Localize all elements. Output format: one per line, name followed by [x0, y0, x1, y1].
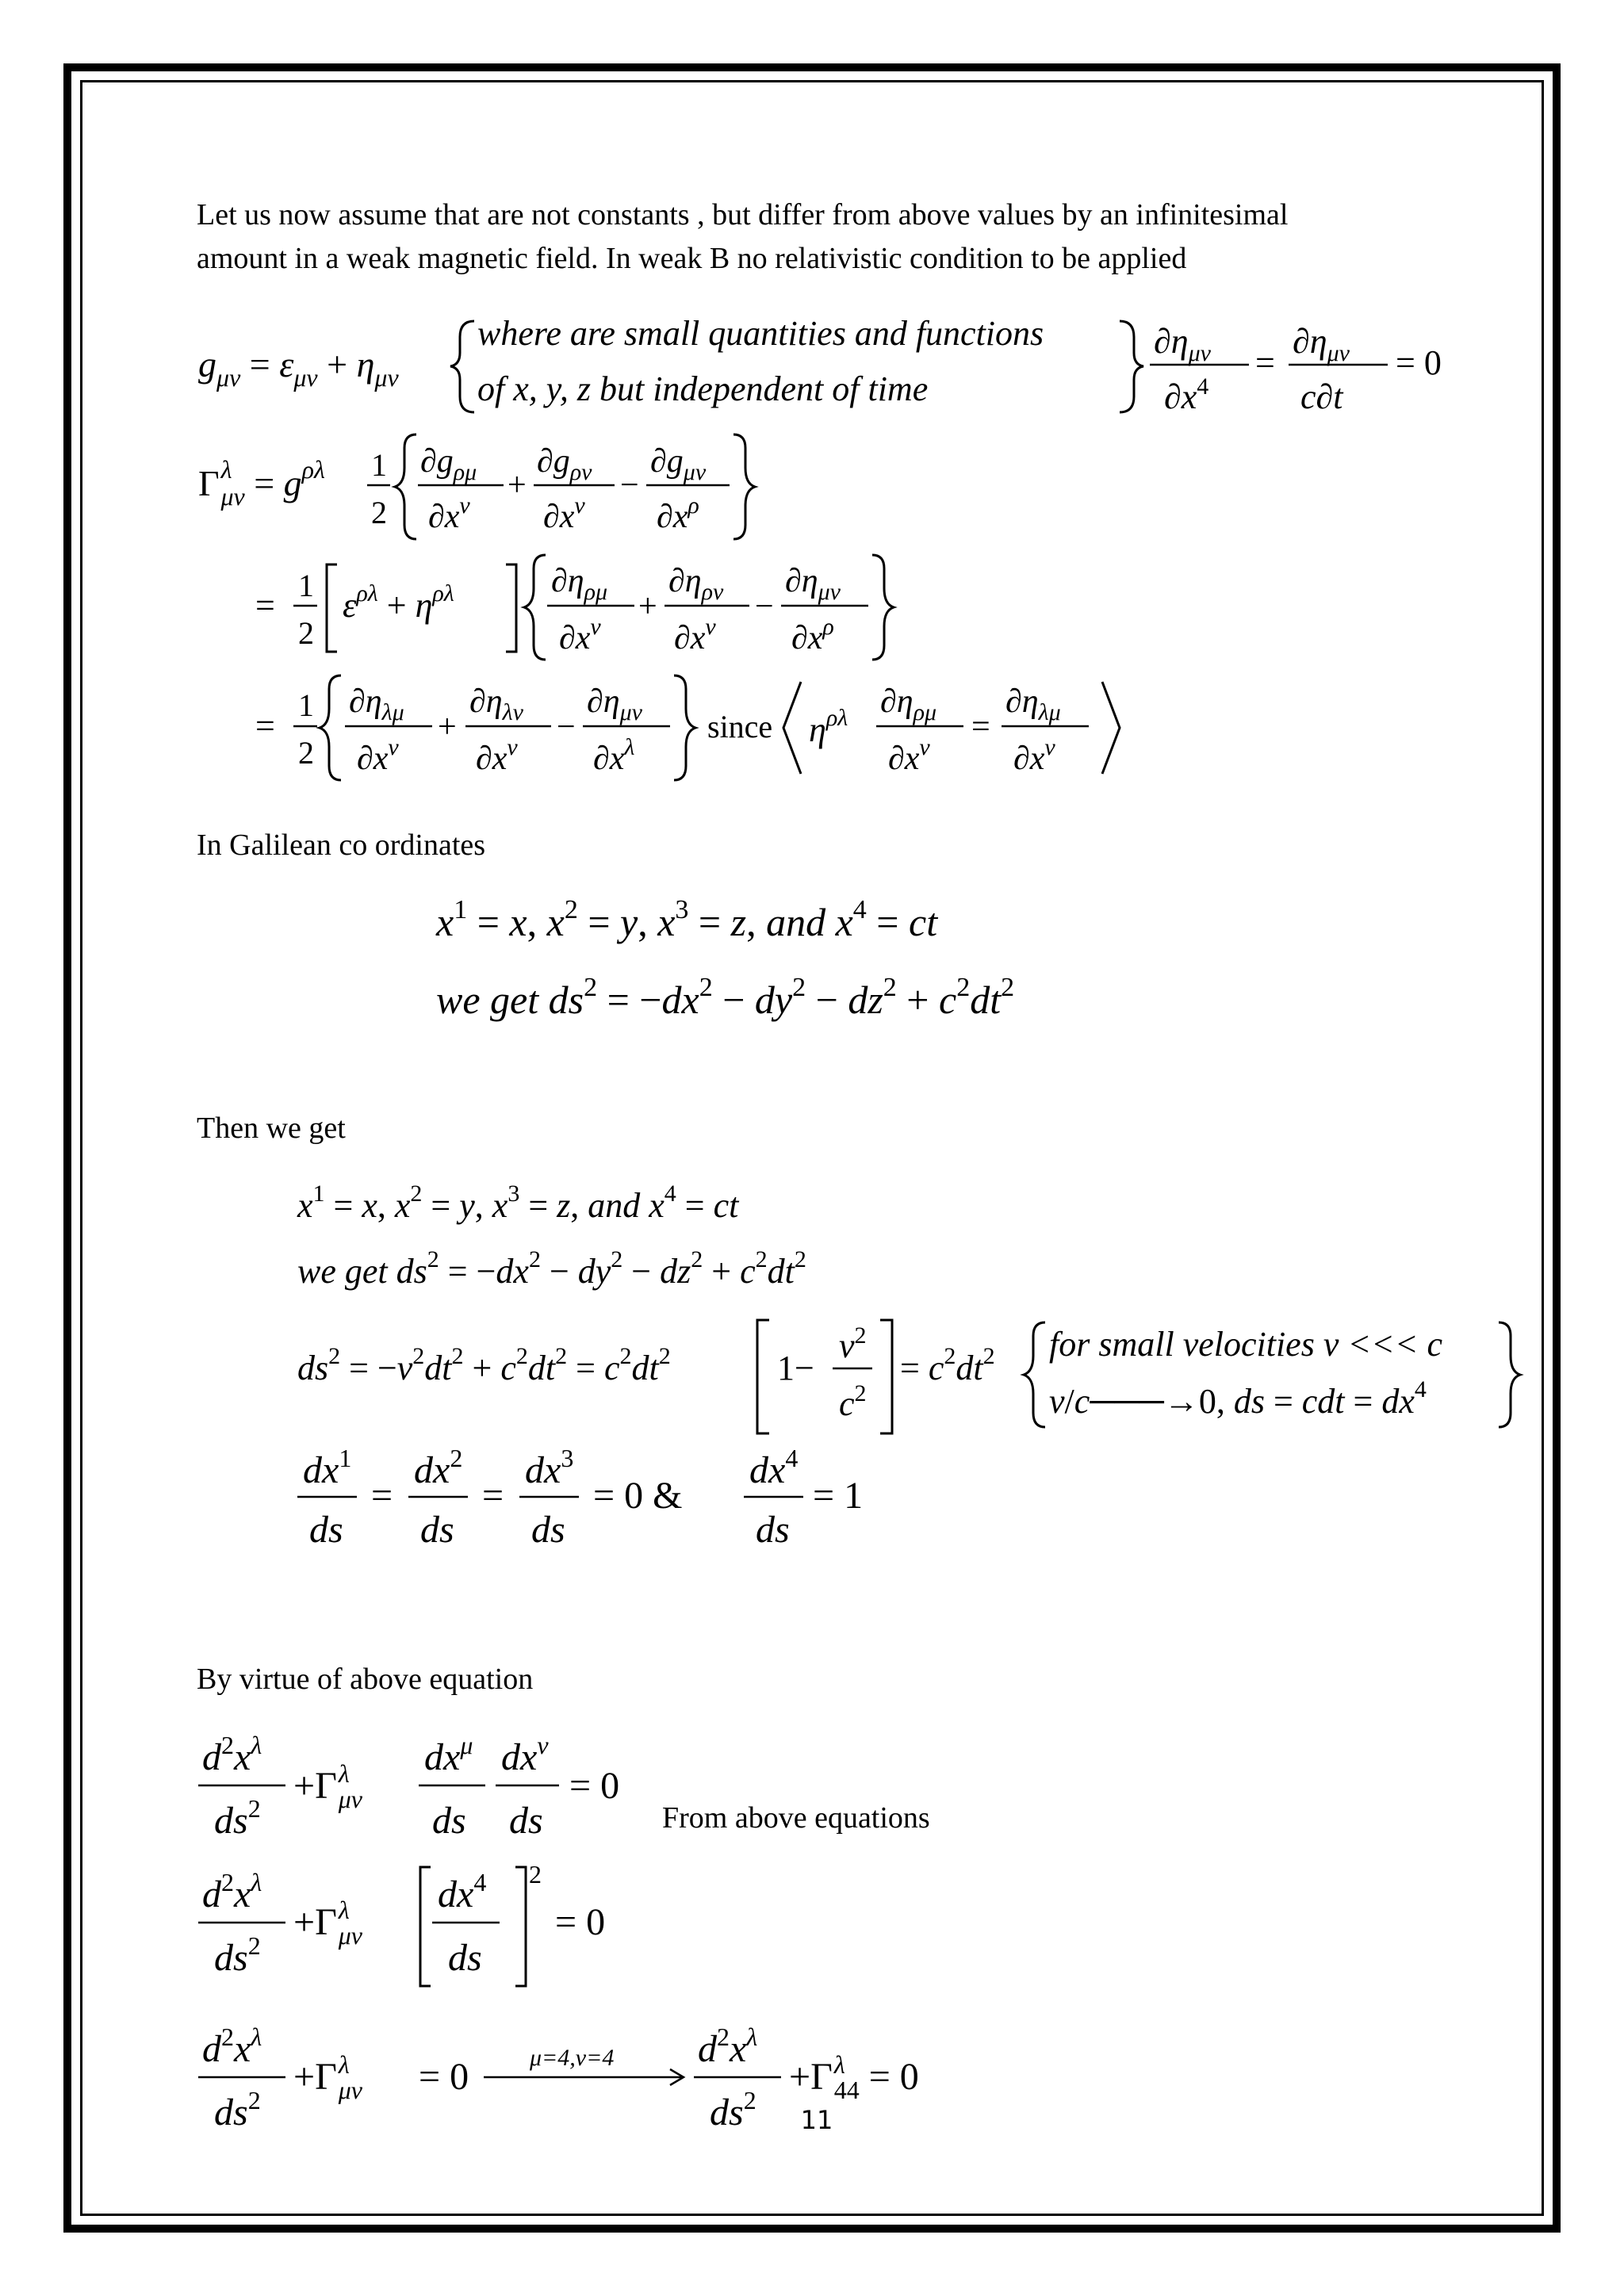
svg-text:ds2: $ds^2$ [214, 1931, 261, 1979]
svg-text:ερλ + ηρλ: $\varepsilon^{\rho\lambda} + \eta^{\rho\lambda}$ [343, 580, 454, 625]
svg-text:+: + [638, 588, 657, 625]
svg-text:ds: ds [509, 1800, 543, 1842]
svg-text:ηρλ: $\eta^{\rho\lambda}$ [809, 705, 848, 749]
svg-text:= 0: = 0 [1396, 343, 1442, 382]
svg-text:= 1: = 1 [813, 1475, 864, 1517]
svg-text:=: = [482, 1475, 504, 1517]
svg-text:∂ηρμ: $\partial\eta_{\rho\mu}$ [551, 563, 608, 605]
svg-text:x1 = x, x2 = y, x3 = z, and: $x^1 = x$, $x^2 = y$, $x^3 = z$, and $x^4$ = ct [436, 895, 938, 944]
svg-text:dx2: $dx^2$ [414, 1444, 463, 1491]
christoffel-definition [198, 434, 755, 539]
svg-text:v/c───→0, ds = cdt = dx4: v/c───→0, ds = cdt = $dx^4$ [1049, 1376, 1427, 1421]
svg-text:∂xν: $\partial x^\nu$ [543, 492, 585, 535]
svg-text:ds2: $ds^2$ [710, 2086, 756, 2133]
svg-text:∂x4: $\partial x^4$ [1164, 373, 1209, 416]
svg-text:c∂t: c∂t [1300, 377, 1343, 416]
svg-text:dxν: $dx^\nu$ [501, 1731, 549, 1778]
svg-text:ds: ds [448, 1937, 482, 1979]
svg-text:−: − [620, 467, 639, 503]
svg-text:∂xν: $\partial x^\nu$ [476, 734, 518, 777]
svg-text:ds: ds [531, 1509, 565, 1551]
svg-text:= c2dt2: = $c^2dt^2$ [900, 1343, 995, 1387]
christoffel-expansion-1 [255, 555, 894, 660]
svg-text:dxμ: $dx^\mu$ [424, 1731, 473, 1778]
svg-text:1−: 1− [777, 1349, 814, 1387]
geodesic-equation-1 [198, 1731, 619, 1842]
svg-text:ds2: $ds^2$ [214, 1794, 261, 1842]
svg-text:= 0: = 0 [555, 1901, 606, 1943]
svg-text:d2xλ: $d^2x^\lambda$ [202, 1731, 262, 1778]
svg-text:c2: $c^2$ [839, 1380, 867, 1423]
svg-text:gμν = εμν + ημν: $g_{\mu\nu} = \varepsilon_{\mu\nu} + \eta_{\mu\nu}$ [198, 344, 399, 392]
svg-text:we get ds2 = −dx2 − dy2 −: we get $ds^2 = -dx^2 - dy^2 - dz^2 + c^2dt^2$ [436, 973, 1015, 1022]
intro-line-1: Let us now assume that are not constants , but differ from above values by an infinitesimal [197, 198, 1289, 232]
svg-text:=: = [1255, 343, 1275, 382]
svg-text:Γλμν = gρλ: $\Gamma^\lambda$ $\mu\nu = g^{\rho\lambda}$ [198, 455, 325, 511]
svg-text:=: = [371, 1475, 393, 1517]
svg-text:= 0: = 0 [419, 2056, 469, 2098]
svg-text:∂xν: $\partial x^\nu$ [559, 614, 601, 656]
svg-text:∂ημν: $\partial\eta_{\mu\nu}$ [1293, 322, 1350, 366]
svg-text:dx4: $dx^4$ [749, 1444, 799, 1491]
svg-text:−: − [755, 588, 774, 625]
svg-text:=: = [255, 706, 275, 745]
svg-text:ds: ds [432, 1800, 466, 1842]
svg-text:∂ηλν: $\partial\eta_{\lambda\nu}$ [469, 683, 523, 725]
svg-text:ds2: $ds^2$ [214, 2086, 261, 2133]
svg-text:∂xν: $\partial x^\nu$ [428, 492, 470, 535]
svg-text:for small velocities v <<< c: for small velocities v <<< c [1049, 1325, 1442, 1364]
svg-text:dx1: $dx^1$ [303, 1444, 352, 1491]
svg-text:+Γλμν: $+\Gamma^\lambda$ μν [293, 2050, 362, 2104]
svg-text:ds2 = −v2dt2 + c2dt2 = c2dt2: $ds^2 = -v^2dt^2 + c^2dt^2 = c^2dt^2$ [297, 1343, 671, 1387]
svg-text:since: since [707, 709, 773, 744]
svg-text:2: 2 [298, 615, 314, 651]
svg-text:∂ηλμ: $\partial\eta_{\lambda\mu}$ [1005, 683, 1061, 725]
svg-text:we get ds2 = −dx2 − dy2 − d: we get $ds^2 = -dx^2 - dy^2 - dz^2 + c^2dt^2$ [297, 1246, 806, 1291]
svg-text:v2: $v^2$ [839, 1322, 867, 1365]
svg-text:∂xρ: $\partial x^\rho$ [657, 492, 699, 535]
svg-text:= 0 &: = 0 & [593, 1475, 683, 1517]
velocity-components [297, 1444, 863, 1551]
svg-text:=: = [971, 709, 990, 745]
svg-text:−: − [557, 709, 576, 745]
svg-text:x1 = x, x2 = y, x3 = z, and: $x^1 = x$, $x^2 = y$, $x^3 = z$, and $x^4$ = ct [297, 1181, 739, 1225]
intro-line-2: amount in a weak magnetic field. In weak B no relativistic condition to be applied [197, 242, 1187, 275]
svg-text:∂gρμ: $\partial g_{\rho\mu}$ [420, 443, 477, 485]
svg-text:∂ηλμ: $\partial\eta_{\lambda\mu}$ [349, 683, 404, 725]
svg-text:ds: ds [756, 1509, 790, 1551]
svg-text:∂xλ: $\partial x^\lambda$ [593, 734, 635, 777]
svg-text:∂xν: $\partial x^\nu$ [674, 614, 716, 656]
svg-text:∂ηρν: $\partial\eta_{\rho\nu}$ [668, 563, 724, 605]
svg-text:+: + [438, 709, 457, 745]
galilean-equations [435, 895, 1014, 1022]
page-number: 11 [800, 2105, 833, 2135]
svg-text:1: 1 [298, 687, 314, 723]
svg-text:dx4: $dx^4$ [438, 1868, 487, 1915]
svg-text:2: 2 [529, 1860, 542, 1888]
svg-text:∂xν: $\partial x^\nu$ [1013, 734, 1055, 777]
svg-text:∂gρν: $\partial g_{\rho\nu}$ [537, 443, 592, 485]
svg-text:ds: ds [420, 1509, 454, 1551]
svg-text:d2xλ: $d^2x^\lambda$ [202, 1868, 262, 1915]
svg-text:2: 2 [298, 735, 314, 771]
geodesic-equation-2 [198, 1860, 605, 1986]
svg-text:∂ημν: $\partial\eta_{\mu\nu}$ [587, 683, 642, 725]
christoffel-expansion-2 [255, 675, 1120, 780]
svg-text:dx3: $dx^3$ [525, 1444, 574, 1491]
galilean-heading: In Galilean co ordinates [197, 828, 486, 862]
from-above-note: From above equations [662, 1801, 930, 1835]
svg-text:μ=4,ν=4: μ=4,ν=4 [530, 2045, 615, 2071]
svg-text:∂xν: $\partial x^\nu$ [888, 734, 930, 777]
then-we-get-heading: Then we get [197, 1112, 346, 1145]
svg-text:+: + [508, 467, 527, 503]
svg-text:1: 1 [298, 568, 314, 603]
svg-text:d2xλ: $d^2x^\lambda$ [698, 2022, 758, 2070]
svg-text:d2xλ: $d^2x^\lambda$ [202, 2022, 262, 2070]
svg-text:= 0: = 0 [569, 1765, 620, 1807]
svg-text:+Γλμν: $+\Gamma^\lambda$ μν [293, 1896, 362, 1950]
svg-text:∂xρ: $\partial x^\rho$ [791, 614, 834, 656]
by-virtue-heading: By virtue of above equation [197, 1663, 534, 1696]
svg-text:∂gμν: $\partial g_{\mu\nu}$ [650, 443, 707, 485]
svg-text:=: = [255, 586, 275, 625]
svg-text:+Γλμν: $+\Gamma^\lambda$ μν [293, 1759, 362, 1813]
svg-text:∂ημν: $\partial\eta_{\mu\nu}$ [785, 563, 841, 605]
svg-text:of x, y, z but independent o: of x, y, z but independent of time [477, 369, 929, 408]
svg-text:2: 2 [371, 495, 387, 530]
svg-text:∂xν: $\partial x^\nu$ [357, 734, 399, 777]
svg-text:∂ηρμ: $\partial\eta_{\rho\mu}$ [880, 683, 937, 725]
svg-text:where are small quantities an: where are small quantities and functions [477, 314, 1044, 353]
svg-text:ds: ds [309, 1509, 343, 1551]
svg-text:+Γλ44 = 0: $+\Gamma^\lambda$ 44 = 0 [789, 2050, 919, 2104]
metric-equation [198, 314, 1442, 416]
then-we-get-equations [297, 1181, 1520, 1433]
svg-text:∂ημν: $\partial\eta_{\mu\nu}$ [1154, 322, 1211, 366]
svg-text:1: 1 [371, 447, 387, 483]
